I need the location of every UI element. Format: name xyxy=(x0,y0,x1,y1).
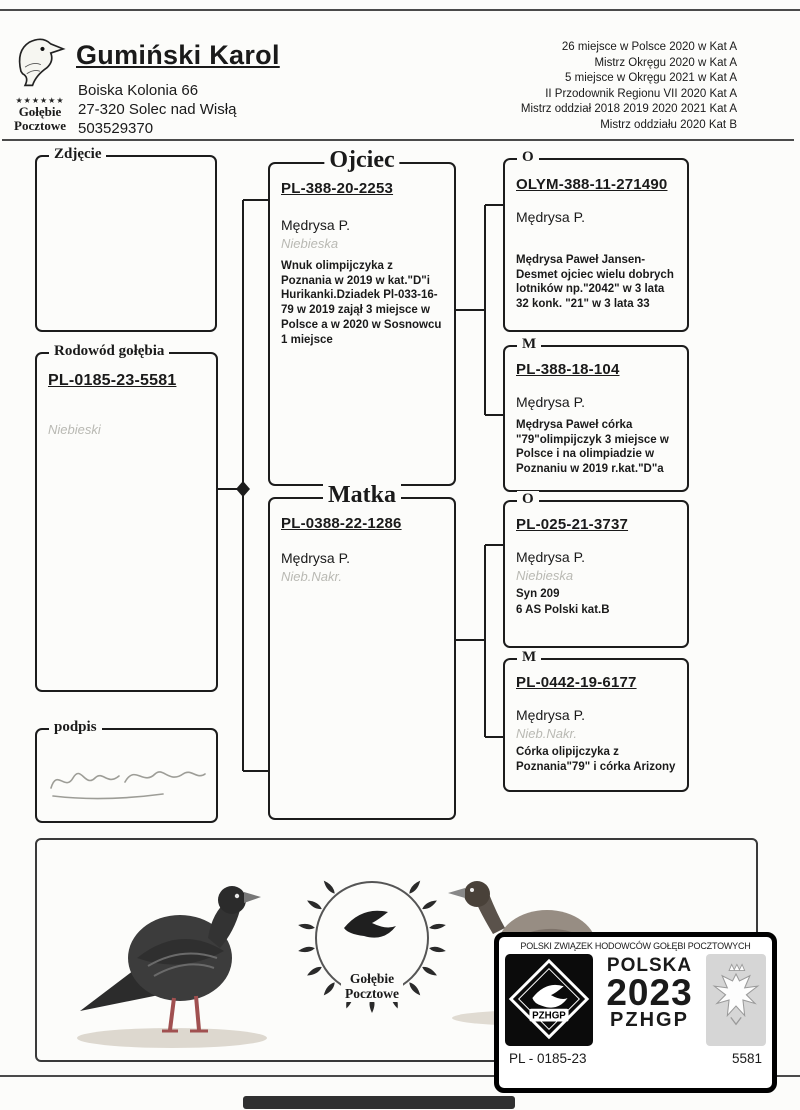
stamp-organization: PZHGP xyxy=(610,1009,689,1032)
father-notes: Wnuk olimpijczyka z Poznania w 2019 w kat."D"i Hurikanki.Dziadek Pl-033-16-79 w 2019 zajął 3 miejsce w Polsce a w 2020 w Sosnowcu 1 miejsce xyxy=(281,260,442,346)
maternal-grandmother-label: M xyxy=(517,649,541,666)
paternal-grandfather-notes: Mędrysa Paweł Jansen-Desmet ojciec wielu dobrych lotników np."2042" w 3 lata 32 konk. "21" w 3 lata 33 xyxy=(516,254,674,311)
stamp-ring-number: 5581 xyxy=(731,1051,762,1066)
pzhgp-emblem xyxy=(505,954,593,1046)
stamp-ring-row xyxy=(505,1051,766,1066)
maternal-grandfather-ring: PL-025-21-3737 xyxy=(516,516,629,533)
paternal-grandmother-label: M xyxy=(517,336,541,353)
wreath-caption-line2: Pocztowe xyxy=(345,986,399,1002)
achievement-line: Mistrz oddziału 2020 Kat B xyxy=(600,118,737,131)
logo-text-line1: Gołębie xyxy=(18,104,62,119)
logo-text-line2: Pocztowe xyxy=(14,117,66,133)
bird-color: Niebieski xyxy=(48,422,101,437)
bird-ring-number: PL-0185-23-5581 xyxy=(48,372,177,389)
pigeon-icon xyxy=(532,985,567,1008)
club-wreath-logo xyxy=(292,850,452,1028)
maternal-grandmother-ring: PL-0442-19-6177 xyxy=(516,674,637,691)
maternal-grandfather-notes-1: Syn 209 xyxy=(516,588,560,600)
mother-ring-number: PL-0388-22-1286 xyxy=(281,515,402,532)
maternal-grandmother-box xyxy=(503,649,689,792)
address-line2: 27-320 Solec nad Wisłą xyxy=(78,100,237,118)
maternal-grandfather-color: Niebieska xyxy=(516,568,574,583)
mother-box xyxy=(268,482,456,820)
father-box-label: Ojciec xyxy=(324,147,399,174)
stamp-country: POLSKA xyxy=(606,955,693,976)
paternal-grandmother-notes: Mędrysa Paweł córka "79"olimpijczyk 3 miejsce w Polsce i na olimpiadzie w Poznaniu w 2019 r.kat."D"a xyxy=(516,419,669,476)
paternal-grandmother-box xyxy=(503,336,689,492)
wreath-caption-line1: Gołębie xyxy=(349,971,395,987)
maternal-grandmother-notes: Córka olipijczyka z Poznania"79" i córka Arizony xyxy=(516,746,676,773)
maternal-grandmother-color: Nieb.Nakr. xyxy=(516,726,577,741)
stamp-ring-prefix: PL - 0185-23 xyxy=(509,1051,587,1066)
photo-box-label: Zdjęcie xyxy=(49,146,106,163)
maternal-grandfather-label: O xyxy=(517,491,539,508)
paternal-grandmother-ring: PL-388-18-104 xyxy=(516,361,620,378)
maternal-grandfather-box xyxy=(503,491,689,648)
mother-owner: Mędrysa P. xyxy=(281,550,350,566)
mother-color: Nieb.Nakr. xyxy=(281,569,342,584)
stamp-year: 2023 xyxy=(606,972,693,1013)
bird-box xyxy=(35,343,218,692)
achievement-line: II Przodownik Regionu VII 2020 Kat A xyxy=(545,87,737,100)
achievement-line: Mistrz Okręgu 2020 w Kat A xyxy=(594,56,737,69)
father-box xyxy=(268,147,456,486)
maternal-grandfather-owner: Mędrysa P. xyxy=(516,549,585,565)
paternal-grandfather-label: O xyxy=(517,149,539,166)
pzhgp-emblem-text: PZHGP xyxy=(532,1010,566,1022)
logo-stars: ★★★★★★ xyxy=(15,96,65,105)
pzhgp-diamond-icon xyxy=(505,954,593,1046)
photo-box xyxy=(35,146,217,332)
pzhgp-stamp xyxy=(494,932,777,1093)
address-line1: Boiska Kolonia 66 xyxy=(78,82,199,99)
father-color: Niebieska xyxy=(281,236,339,251)
breeder-phone: 503529370 xyxy=(78,119,154,137)
maternal-grandfather-notes-2: 6 AS Polski kat.B xyxy=(516,603,610,616)
eagle-icon xyxy=(710,958,762,1042)
stamp-center-text xyxy=(599,954,700,1046)
breeder-name: Gumiński Karol xyxy=(76,40,280,70)
paternal-grandfather-ring: OLYM-388-11-271490 xyxy=(516,176,668,193)
wreath-caption xyxy=(341,972,403,1002)
achievement-line: Mistrz oddział 2018 2019 2020 2021 Kat A xyxy=(520,103,737,116)
signature-box-label: podpis xyxy=(49,719,102,736)
stamp-title: POLSKI ZWIĄZEK HODOWCÓW GOŁĘBI POCZTOWYCH xyxy=(520,941,751,951)
mother-box-label: Matka xyxy=(323,482,401,509)
signature-scribble xyxy=(43,744,213,814)
achievement-line: 5 miejsce w Okręgu 2021 w Kat A xyxy=(565,72,737,85)
pigeon-icon xyxy=(344,911,396,938)
signature-box xyxy=(35,719,218,823)
stamp-middle-row xyxy=(505,954,766,1046)
achievement-line: 26 miejsce w Polsce 2020 w Kat A xyxy=(561,41,737,53)
father-owner: Mędrysa P. xyxy=(281,217,350,233)
paternal-grandfather-owner: Mędrysa P. xyxy=(516,209,585,225)
maternal-grandmother-owner: Mędrysa P. xyxy=(516,707,585,723)
father-ring-number: PL-388-20-2253 xyxy=(281,180,394,197)
paternal-grandmother-owner: Mędrysa P. xyxy=(516,394,585,410)
polish-eagle-emblem xyxy=(706,954,766,1046)
ink-smudge xyxy=(243,1096,515,1109)
bird-box-label: Rodowód gołębia xyxy=(49,343,169,360)
left-pigeon-image xyxy=(62,846,292,1056)
paternal-grandfather-box xyxy=(503,149,689,332)
